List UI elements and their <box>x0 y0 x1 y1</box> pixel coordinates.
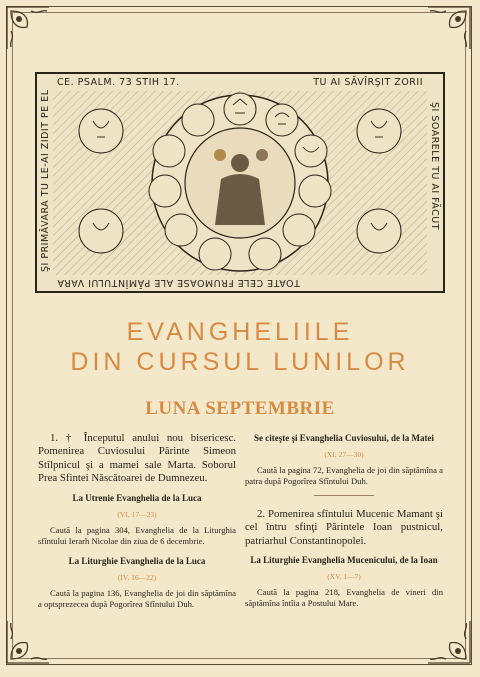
reading-heading: Se citeşte şi Evanghelia Cuviosului, de la Matei <box>254 433 434 443</box>
inscription-left: ŞI PRIMĂVARA TU LE-AI ZIDIT PE EL <box>40 89 51 272</box>
corner-ornament-icon <box>5 619 51 665</box>
scripture-reference: (VI, 17—23) <box>117 509 157 519</box>
zodiac-illustration <box>35 72 445 293</box>
page-title-line-2: DIN CURSUL LUNILOR <box>70 348 410 376</box>
corner-ornament-icon <box>426 619 472 665</box>
scripture-reference: (XI, 27—30) <box>324 450 364 459</box>
corner-ornament-icon <box>5 5 51 51</box>
reading-text: Caută la pagina 136, Evanghelia de joi din săptămîna a optsprezecea după Pogorîrea Sfîntului Duh. <box>38 587 236 609</box>
reading-heading: La Utrenie Evanghelia de la Luca <box>72 492 202 503</box>
left-column <box>38 432 236 618</box>
zodiac-wheel-icon <box>53 91 427 275</box>
reading-text: Caută la pagina 304, Evanghelia de la Liturghia sfîntului Ierarh Nicolae din ziua de 6 decembrie. <box>38 524 236 546</box>
inscription-right: ŞI SOARELE TU AI FĂCUT <box>429 102 440 231</box>
feast-intro: 1. † Începutul anului nou bisericesc. Pomenirea Cuviosului Părinte Simeon Stîlpnicul şi a mamei sale Marta. Soborul Prea Sfintei Născătoarei de Dumnezeu. <box>38 432 236 485</box>
scripture-reference: (IV, 16—22) <box>117 572 157 582</box>
reading-text: Caută la pagina 218, Evanghelia de vineri din săptămîna întîia a Postului Mare. <box>245 587 443 609</box>
feast-intro: 2. Pomenirea sfîntului Mucenic Mamant şi cel întru sfinţi Părintele Ioan pustnicul, patriarhul Constantinopolei. <box>245 508 443 547</box>
reading-heading: La Liturghie Evanghelia de la Luca <box>68 555 206 566</box>
scripture-reference: (XV, 1—7) <box>327 572 361 582</box>
corner-ornament-icon <box>426 5 472 51</box>
inscription-top-left: CE. PSALM. 73 STIH 17. <box>57 77 180 88</box>
month-heading: LUNA SEPTEMBRIE <box>145 398 335 419</box>
page-title-line-1: EVANGHELIILE <box>126 318 354 346</box>
reading-text: Caută la pagina 72, Evanghelia de joi din săptămîna a patra după Pogorîrea Sfîntului Duh. <box>245 465 443 486</box>
reading-heading: La Liturghie Evanghelia Mucenicului, de la Ioan <box>250 555 438 566</box>
right-column <box>245 432 443 617</box>
inscription-top-right: TU AI SĂVÎRŞIT ZORII <box>313 77 423 88</box>
inscription-bottom: TOATE CELE FRUMOASE ALE PĂMÎNTULUI VARA <box>57 277 300 288</box>
divider <box>314 495 374 496</box>
